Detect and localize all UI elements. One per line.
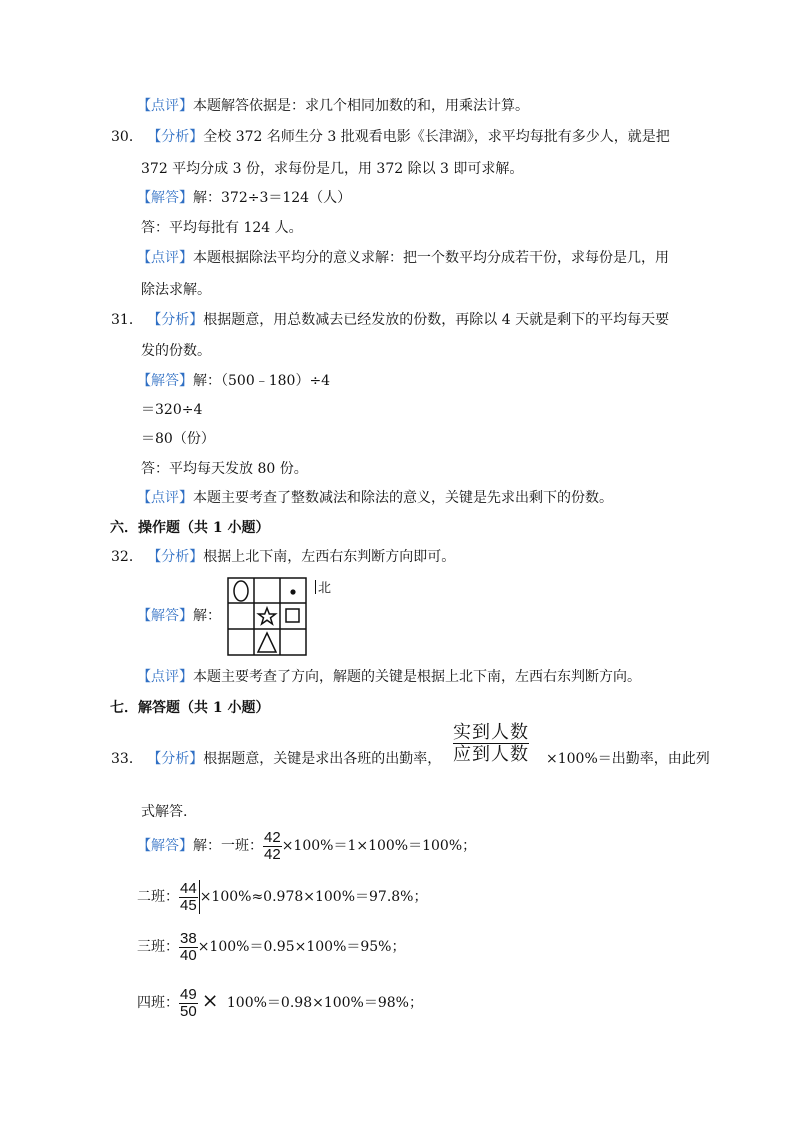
comment-text: 本题主要考查了整数减法和除法的意义，关键是先求出剩下的份数。: [193, 490, 613, 506]
class3-numerator: 38: [180, 929, 197, 947]
question-number: 32．: [111, 549, 143, 565]
answer-text: 解：一班：: [193, 838, 263, 854]
section-6-title: 六．操作题（共 1 小题）: [110, 520, 270, 536]
class4-label: 四班：: [137, 995, 179, 1011]
analysis-tag: 【分析】: [147, 312, 204, 328]
analysis-text: 根据题意，用总数减去已经发放的份数，再除以 4 天就是剩下的平均每天要: [203, 312, 670, 328]
question-number: 31．: [111, 312, 143, 328]
q30-analysis-line2: 372 平均分成 3 份，求每份是几，用 372 除以 3 即可求解。: [141, 161, 524, 177]
north-indicator: [315, 577, 331, 596]
q32-comment-line1: [137, 668, 641, 686]
comment-text: 本题根据除法平均分的意义求解：把一个数平均分成若干份，求每份是几，用: [193, 250, 669, 266]
comment-tag: 【点评】: [137, 669, 193, 685]
class4-expression: 100%＝0.98×100%＝98%；: [222, 995, 423, 1011]
answer-tag: 【解答】: [137, 190, 193, 206]
oval-shape: [234, 581, 248, 601]
class3-label: 三班：: [137, 939, 179, 955]
q31-answer-line4: 答：平均每天发放 80 份。: [141, 461, 308, 477]
answer-text: 解：: [193, 608, 221, 624]
q30-analysis-line1: [111, 128, 670, 146]
q30-comment-line2: 除法求解。: [141, 282, 211, 298]
square-shape: [286, 609, 299, 622]
q33-answer-class1: [137, 828, 476, 864]
q32-answer-line: [137, 607, 221, 625]
dot-shape: [290, 589, 295, 594]
analysis-text: 根据题意，关键是求出各班的出勤率，: [203, 751, 442, 767]
section-7-title: 七．解答题（共 1 小题）: [110, 700, 270, 716]
answer-tag: 【解答】: [137, 373, 193, 389]
class2-expression: ×100%≈0.978×100%＝97.8%；: [199, 889, 428, 905]
question-number: 30．: [111, 129, 143, 145]
class2-numerator: 44: [180, 879, 197, 897]
class1-expression: ×100%＝1×100%＝100%；: [281, 838, 477, 854]
q33-analysis-line1: [111, 750, 441, 768]
class4-times-sign: ×: [201, 988, 219, 1012]
comment-text: 本题主要考查了方向，解题的关键是根据上北下南，左西右东判断方向。: [193, 669, 641, 685]
q31-analysis-line2: 发的份数。: [141, 343, 211, 359]
q31-answer-line1: [137, 372, 330, 390]
class4-numerator: 49: [180, 985, 197, 1003]
q33-answer-class4: [137, 982, 423, 1021]
class2-label: 二班：: [137, 889, 179, 905]
comment-tag: 【点评】: [137, 490, 193, 506]
north-label: 北: [318, 580, 332, 595]
q30-comment-line1: [137, 249, 669, 267]
comment-text: 本题解答依据是：求几个相同加数的和，用乘法计算。: [193, 98, 529, 114]
class4-fraction: [179, 987, 198, 1020]
comment-line: [137, 97, 529, 115]
fraction-denominator: 应到人数: [453, 744, 529, 764]
class1-fraction: [263, 830, 282, 863]
answer-tag: 【解答】: [137, 838, 193, 854]
class4-denominator: 50: [180, 1002, 197, 1020]
star-shape: [259, 608, 276, 624]
comment-tag: 【点评】: [137, 98, 193, 114]
analysis-text: 全校 372 名师生分 3 批观看电影《长津湖》，求平均每批有多少人，就是把: [203, 129, 670, 145]
q33-analysis-tail: ×100%＝出勤率，由此列: [546, 751, 710, 767]
class1-denominator: 42: [264, 845, 281, 863]
q31-answer-line2: ＝320÷4: [141, 402, 203, 418]
class3-fraction: [179, 931, 198, 964]
q32-analysis-line1: [111, 548, 455, 566]
answer-text: 解：372÷3＝124（人）: [193, 190, 352, 206]
q31-answer-line3: ＝80（份）: [141, 431, 215, 447]
triangle-shape: [258, 633, 276, 652]
q31-analysis-line1: [111, 311, 669, 329]
comment-tag: 【点评】: [137, 250, 193, 266]
q30-answer-line2: 答：平均每批有 124 人。: [141, 220, 303, 236]
class3-denominator: 40: [180, 946, 197, 964]
q33-answer-class3: [137, 929, 406, 965]
analysis-text: 根据上北下南，左西右东判断方向即可。: [203, 549, 456, 565]
class1-numerator: 42: [264, 828, 281, 846]
answer-text: 解：（500﹣180）÷4: [193, 373, 331, 389]
class2-fraction: [179, 881, 198, 914]
question-number: 33．: [111, 751, 143, 767]
q31-comment-line1: [137, 489, 613, 507]
fraction-numerator: 实到人数: [453, 722, 529, 742]
north-arrow-icon: [315, 580, 316, 594]
analysis-tag: 【分析】: [147, 549, 204, 565]
attendance-formula-fraction: [453, 722, 529, 765]
answer-tag: 【解答】: [137, 608, 193, 624]
analysis-tag: 【分析】: [147, 751, 204, 767]
q33-analysis-line2: 式解答.: [141, 804, 188, 820]
class3-expression: ×100%＝0.95×100%＝95%；: [197, 939, 406, 955]
q33-answer-class2: [137, 879, 427, 915]
analysis-tag: 【分析】: [147, 129, 204, 145]
grid-border: [228, 578, 306, 655]
q30-answer-line1: [137, 189, 351, 207]
class2-denominator: 45: [180, 896, 197, 914]
